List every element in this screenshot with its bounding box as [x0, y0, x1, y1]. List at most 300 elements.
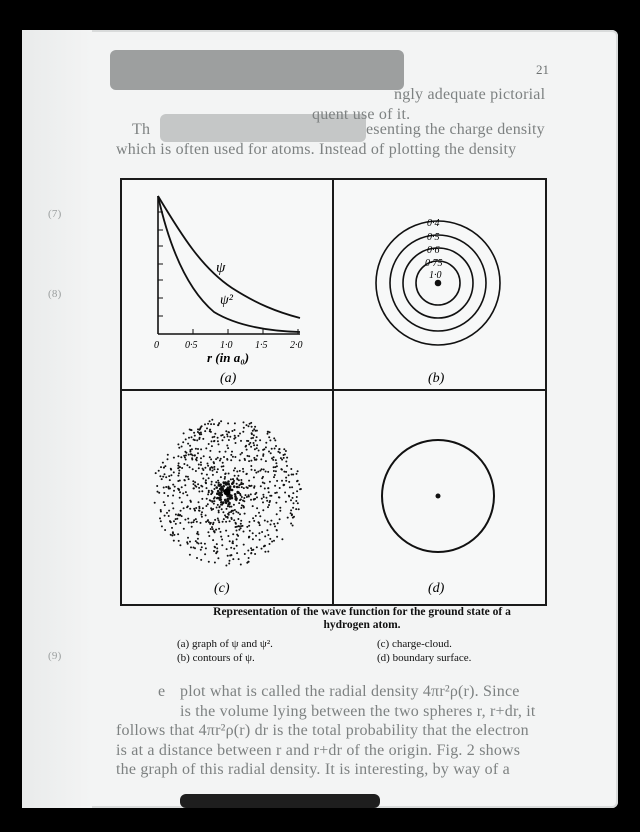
cloud-dot [158, 492, 160, 494]
cloud-dot [213, 423, 215, 425]
cloud-dot [183, 455, 185, 457]
cloud-dot [250, 499, 252, 501]
cloud-dot [200, 448, 202, 450]
cloud-dot [200, 461, 202, 463]
cloud-dot [256, 436, 258, 438]
cloud-dot [189, 541, 191, 543]
cloud-dot [295, 500, 297, 502]
cloud-dot [164, 515, 166, 517]
cloud-dot [185, 476, 187, 478]
cloud-dot [241, 496, 243, 498]
cloud-dot [201, 516, 203, 518]
cloud-dot [170, 468, 172, 470]
cloud-dot [246, 473, 248, 475]
cloud-dot [266, 500, 268, 502]
cloud-dot [229, 560, 231, 562]
cloud-dot [256, 496, 258, 498]
cloud-dot [209, 420, 211, 422]
cloud-dot [237, 512, 239, 514]
cloud-dot [236, 552, 238, 554]
cloud-dot [279, 448, 281, 450]
cloud-dot [214, 519, 216, 521]
cloud-dot [240, 527, 242, 529]
cloud-dot [244, 553, 246, 555]
cloud-dot [221, 487, 224, 490]
cloud-dot [201, 425, 203, 427]
cloud-dot [283, 448, 285, 450]
cloud-dot [178, 462, 180, 464]
cloud-dot [190, 546, 192, 548]
cloud-dot [162, 462, 164, 464]
cloud-dot [158, 470, 160, 472]
margin-fragment-7: (7) [48, 208, 62, 220]
top-line-3a: Th [132, 121, 151, 138]
cloud-dot [213, 488, 215, 490]
cloud-dot [259, 439, 261, 441]
cloud-dot [254, 469, 256, 471]
cloud-dot [189, 445, 191, 447]
cloud-dot [240, 483, 242, 485]
cloud-dot [228, 473, 230, 475]
cloud-dot [183, 432, 185, 434]
cloud-dot [286, 457, 288, 459]
cloud-dot [226, 445, 228, 447]
cloud-dot [230, 506, 232, 508]
cloud-dot [242, 505, 244, 507]
cloud-dot [202, 469, 204, 471]
cloud-dot [207, 503, 209, 505]
cloud-dot [186, 494, 188, 496]
cloud-dot [177, 488, 179, 490]
cloud-dot [221, 508, 223, 510]
cloud-dot [250, 446, 252, 448]
cloud-dot [224, 499, 227, 502]
cloud-dot [184, 457, 186, 459]
cloud-dot [285, 477, 287, 479]
cloud-dot [283, 471, 285, 473]
cloud-dot [198, 467, 200, 469]
cloud-dot [241, 486, 243, 488]
cloud-dot [252, 532, 254, 534]
cloud-dot [200, 542, 202, 544]
cloud-dot [196, 459, 198, 461]
cloud-dot [248, 561, 250, 563]
cloud-dot [209, 469, 211, 471]
cloud-dot [213, 468, 215, 470]
cloud-dot [196, 439, 198, 441]
cloud-dot [234, 509, 236, 511]
cloud-dot [226, 548, 228, 550]
cloud-dot [249, 485, 251, 487]
cloud-dot [225, 502, 228, 505]
cloud-dot [253, 428, 255, 430]
cloud-dot [234, 493, 237, 496]
cloud-dot [205, 505, 207, 507]
cloud-dot [170, 534, 172, 536]
cloud-dot [240, 440, 242, 442]
cloud-dot [212, 508, 214, 510]
redaction-blot-top [110, 50, 404, 90]
cloud-dot [156, 485, 158, 487]
cloud-dot [245, 445, 247, 447]
cloud-dot [193, 519, 195, 521]
bottom-line-3: follows that 4πr²ρ(r) dr is the total probability that the electron [116, 722, 529, 739]
cloud-dot [250, 547, 252, 549]
cloud-dot [197, 452, 199, 454]
cloud-dot [206, 498, 208, 500]
cloud-dot [177, 475, 179, 477]
cloud-dot [268, 504, 270, 506]
panel-b-label: (b) [428, 371, 445, 386]
nucleus-b [436, 281, 441, 286]
cloud-dot [269, 538, 271, 540]
top-line-3b: esenting the charge density [366, 121, 545, 138]
cloud-dot [255, 492, 257, 494]
cloud-dot [296, 490, 298, 492]
cloud-dot [267, 433, 269, 435]
cloud-dot [203, 455, 205, 457]
cloud-dot [263, 448, 265, 450]
cloud-dot [265, 442, 267, 444]
cloud-dot [250, 460, 252, 462]
cloud-dot [208, 477, 210, 479]
cloud-dot [253, 476, 255, 478]
cloud-dot [257, 471, 259, 473]
cloud-dot [252, 430, 254, 432]
cloud-dot [195, 486, 197, 488]
cloud-dot [237, 435, 239, 437]
cloud-dot [183, 528, 185, 530]
cloud-dot [274, 448, 276, 450]
cloud-dot [246, 486, 248, 488]
cloud-dot [257, 521, 259, 523]
cloud-dot [217, 518, 219, 520]
cloud-dot [292, 497, 294, 499]
cloud-dot [246, 440, 248, 442]
cloud-dot [243, 427, 245, 429]
cloud-dot [265, 460, 267, 462]
cloud-dot [264, 535, 266, 537]
cloud-dot [220, 501, 223, 504]
cloud-dot [197, 533, 199, 535]
cloud-dot [250, 465, 252, 467]
cloud-dot [193, 432, 195, 434]
cloud-dot [286, 465, 288, 467]
bleed-through-margin [22, 30, 92, 808]
cloud-dot [188, 478, 190, 480]
cloud-dot [230, 547, 232, 549]
cloud-dot [179, 466, 181, 468]
cloud-dot [165, 476, 167, 478]
x-tick-0: 0 [154, 340, 159, 351]
cloud-dot [256, 455, 258, 457]
cloud-dot [205, 447, 207, 449]
cloud-dot [212, 436, 214, 438]
cloud-dot [213, 462, 215, 464]
cloud-dot [222, 465, 224, 467]
cloud-dot [178, 472, 180, 474]
cloud-dot [235, 522, 237, 524]
cloud-dot [207, 531, 209, 533]
cloud-dot [290, 509, 292, 511]
cloud-dot [228, 512, 230, 514]
cloud-dot [216, 547, 218, 549]
cloud-dot [210, 423, 212, 425]
cloud-dot [229, 540, 231, 542]
cloud-dot [250, 493, 252, 495]
cloud-dot [210, 493, 212, 495]
x-tick-05: 0·5 [185, 340, 198, 351]
cloud-dot [218, 510, 220, 512]
cloud-dot [251, 549, 253, 551]
cloud-dot [172, 507, 174, 509]
x-tick-15: 1·5 [255, 340, 268, 351]
cloud-dot [236, 477, 238, 479]
cloud-dot [187, 518, 189, 520]
cloud-dot [220, 458, 222, 460]
cloud-dot [216, 497, 218, 499]
legend-d: (d) boundary surface. [377, 652, 472, 664]
cloud-dot [195, 540, 197, 542]
cloud-dot [179, 522, 181, 524]
cloud-dot [219, 506, 221, 508]
cloud-dot [201, 498, 203, 500]
cloud-dot [193, 483, 195, 485]
cloud-dot [244, 458, 246, 460]
cloud-dot [261, 498, 263, 500]
cloud-dot [248, 525, 250, 527]
cloud-dot [185, 452, 187, 454]
cloud-dot [260, 485, 262, 487]
cloud-dot [218, 521, 220, 523]
cloud-dot [250, 552, 252, 554]
cloud-dot [199, 507, 201, 509]
cloud-dot [277, 451, 279, 453]
cloud-dot [223, 456, 225, 458]
cloud-dot [276, 492, 278, 494]
cloud-dot [163, 487, 165, 489]
cloud-dot [197, 448, 199, 450]
figure-wavefunction [120, 178, 547, 606]
x-tick-20: 2·0 [290, 340, 303, 351]
cloud-dot [262, 453, 264, 455]
cloud-dot [230, 517, 232, 519]
cloud-dot [264, 545, 266, 547]
cloud-dot [183, 463, 185, 465]
cloud-dot [238, 502, 240, 504]
cloud-dot [240, 498, 242, 500]
cloud-dot [184, 484, 186, 486]
cloud-dot [233, 470, 235, 472]
cloud-dot [217, 468, 219, 470]
cloud-dot [212, 474, 214, 476]
cloud-dot [178, 447, 180, 449]
cloud-dot [194, 439, 196, 441]
cloud-dot [226, 508, 228, 510]
cloud-dot [219, 497, 222, 500]
cloud-dot [209, 467, 211, 469]
cloud-dot [232, 513, 234, 515]
cloud-dot [218, 511, 220, 513]
cloud-dot [248, 537, 250, 539]
cloud-dot [240, 507, 242, 509]
cloud-dot [206, 427, 208, 429]
cloud-dot [154, 502, 156, 504]
cloud-dot [214, 484, 216, 486]
nucleus-d [436, 494, 441, 499]
cloud-dot [213, 522, 215, 524]
cloud-dot [219, 460, 221, 462]
cloud-dot [233, 485, 236, 488]
cloud-dot [240, 523, 242, 525]
cloud-dot [181, 486, 183, 488]
cloud-dot [288, 495, 290, 497]
cloud-dot [211, 445, 213, 447]
cloud-dot [273, 437, 275, 439]
cloud-dot [191, 459, 193, 461]
cloud-dot [296, 496, 298, 498]
cloud-dot [214, 433, 216, 435]
cloud-dot [195, 507, 197, 509]
cloud-dot [240, 479, 242, 481]
cloud-dot [244, 513, 246, 515]
cloud-dot [204, 553, 206, 555]
cloud-dot [201, 490, 203, 492]
cloud-dot [193, 508, 195, 510]
cloud-dot [243, 421, 245, 423]
caption-line-2: hydrogen atom. [323, 619, 401, 631]
cloud-dot [230, 454, 232, 456]
cloud-dot [236, 545, 238, 547]
charge-cloud [154, 419, 302, 567]
cloud-dot [227, 435, 229, 437]
cloud-dot [217, 457, 219, 459]
cloud-dot [218, 482, 220, 484]
bottom-prefix-1: e [158, 683, 166, 700]
cloud-dot [288, 481, 290, 483]
cloud-dot [173, 457, 175, 459]
cloud-dot [174, 486, 176, 488]
cloud-dot [237, 525, 239, 527]
cloud-dot [252, 437, 254, 439]
cloud-dot [255, 515, 257, 517]
cloud-dot [180, 456, 182, 458]
cloud-dot [283, 454, 285, 456]
cloud-dot [196, 557, 198, 559]
cloud-dot [178, 470, 180, 472]
cloud-dot [170, 521, 172, 523]
figure-caption [182, 606, 542, 632]
cloud-dot [209, 499, 211, 501]
cloud-dot [213, 466, 215, 468]
cloud-dot [246, 526, 248, 528]
cloud-dot [192, 454, 194, 456]
cloud-dot [217, 480, 219, 482]
cloud-dot [181, 446, 183, 448]
cloud-dot [173, 490, 175, 492]
cloud-dot [232, 558, 234, 560]
cloud-dot [269, 495, 271, 497]
cloud-dot [201, 511, 203, 513]
x-axis-label: r (in a₀) [207, 350, 250, 365]
cloud-dot [220, 476, 222, 478]
cloud-dot [267, 487, 269, 489]
cloud-dot [264, 551, 266, 553]
cloud-dot [261, 548, 263, 550]
cloud-dot [205, 547, 207, 549]
cloud-dot [216, 551, 218, 553]
cloud-dot [236, 471, 238, 473]
cloud-dot [253, 434, 255, 436]
panel-d [382, 440, 494, 552]
cloud-dot [176, 518, 178, 520]
cloud-dot [197, 483, 199, 485]
cloud-dot [274, 474, 276, 476]
cloud-dot [222, 462, 224, 464]
cloud-dot [272, 459, 274, 461]
cloud-dot [214, 531, 216, 533]
cloud-dot [255, 440, 257, 442]
cloud-dot [289, 486, 291, 488]
cloud-dot [211, 419, 213, 421]
cloud-dot [232, 481, 235, 484]
cloud-dot [275, 445, 277, 447]
cloud-dot [225, 521, 227, 523]
cloud-dot [200, 522, 202, 524]
cloud-dot [218, 443, 220, 445]
top-line-4: which is often used for atoms. Instead of plotting the density [116, 141, 517, 158]
scanned-page [22, 30, 618, 808]
cloud-dot [276, 480, 278, 482]
cloud-dot [210, 483, 212, 485]
cloud-dot [196, 521, 198, 523]
cloud-dot [230, 459, 232, 461]
cloud-dot [231, 430, 233, 432]
cloud-dot [221, 539, 223, 541]
cloud-dot [234, 467, 236, 469]
cloud-dot [258, 512, 260, 514]
cloud-dot [287, 517, 289, 519]
cloud-dot [230, 478, 232, 480]
cloud-dot [200, 559, 202, 561]
panel-a [154, 196, 303, 386]
cloud-dot [216, 471, 218, 473]
cloud-dot [251, 433, 253, 435]
cloud-dot [190, 453, 192, 455]
cloud-dot [227, 422, 229, 424]
cloud-dot [277, 522, 279, 524]
cloud-dot [205, 514, 207, 516]
cloud-dot [173, 540, 175, 542]
cloud-dot [261, 531, 263, 533]
cloud-dot [226, 433, 228, 435]
cloud-dot [290, 523, 292, 525]
cloud-dot [254, 459, 256, 461]
cloud-dot [215, 481, 217, 483]
bottom-line-4: is at a distance between r and r+dr of the origin. Fig. 2 shows [116, 742, 521, 759]
cloud-dot [185, 459, 187, 461]
cloud-dot [220, 491, 223, 494]
cloud-dot [260, 458, 262, 460]
cloud-dot [293, 502, 295, 504]
cloud-dot [200, 485, 202, 487]
cloud-dot [209, 429, 211, 431]
cloud-dot [192, 468, 194, 470]
cloud-dot [171, 535, 173, 537]
cloud-dot [161, 478, 163, 480]
cloud-dot [242, 483, 244, 485]
cloud-dot [227, 516, 229, 518]
